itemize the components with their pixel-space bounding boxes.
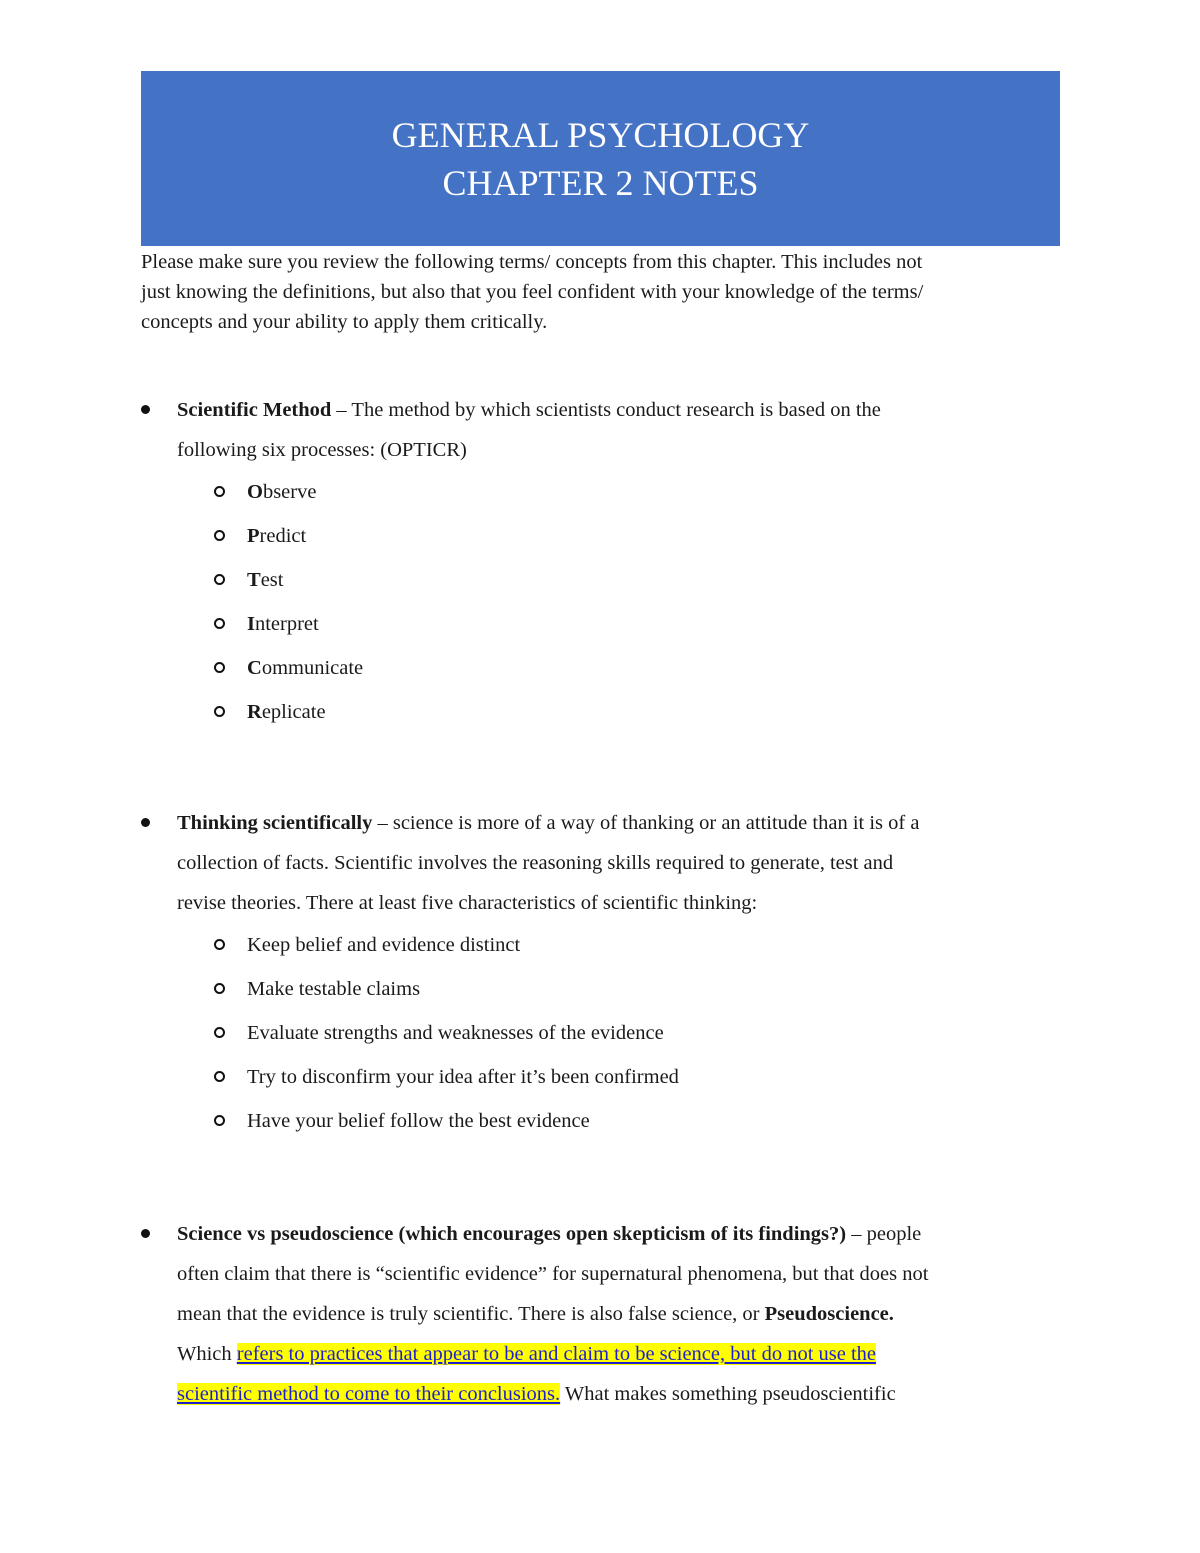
term-description: – science is more of a way of thanking or an attitude than it is of a	[372, 812, 920, 834]
circle-bullet-icon	[214, 1115, 225, 1126]
term-description: revise theories. There at least five characteristics of scientific thinking:	[177, 892, 758, 914]
list-item: Observe	[141, 470, 1061, 514]
circle-bullet-icon	[214, 939, 225, 950]
section-thinking-scientifically	[141, 803, 1061, 1143]
bullet-icon	[141, 818, 150, 827]
list-item: Make testable claims	[141, 967, 1061, 1011]
term-description: mean that the evidence is truly scientific. There is also false science, or	[177, 1303, 765, 1325]
term-label: Science vs pseudoscience (which encourages open skepticism of its findings?)	[177, 1223, 847, 1245]
title-banner	[141, 71, 1060, 246]
circle-bullet-icon	[214, 662, 225, 673]
bullet-item	[141, 803, 1061, 923]
term-description: often claim that there is “scientific evidence” for supernatural phenomena, but that does not	[177, 1263, 929, 1285]
list-item: Test	[141, 558, 1061, 602]
intro-paragraph	[141, 247, 1071, 337]
circle-bullet-icon	[214, 618, 225, 629]
intro-line: Please make sure you review the following terms/ concepts from this chapter. This includes not	[141, 251, 923, 273]
highlighted-definition: scientific method to come to their conclusions.	[177, 1383, 561, 1405]
circle-bullet-icon	[214, 486, 225, 497]
list-item: Keep belief and evidence distinct	[141, 923, 1061, 967]
list-item: Evaluate strengths and weaknesses of the evidence	[141, 1011, 1061, 1055]
bullet-icon	[141, 405, 150, 414]
list-item: Predict	[141, 514, 1061, 558]
list-item: Communicate	[141, 646, 1061, 690]
section-scientific-method	[141, 390, 1061, 734]
term-label: Thinking scientifically	[177, 812, 373, 834]
term-description: Which	[177, 1343, 237, 1365]
term-description: following six processes: (OPTICR)	[177, 439, 467, 461]
bullet-item	[141, 390, 1061, 470]
pseudoscience-term: Pseudoscience.	[764, 1303, 894, 1325]
circle-bullet-icon	[214, 983, 225, 994]
term-description: – people	[846, 1223, 922, 1245]
opticr-list	[141, 470, 1061, 734]
list-item: Have your belief follow the best evidence	[141, 1099, 1061, 1143]
list-item: Replicate	[141, 690, 1061, 734]
term-description: – The method by which scientists conduct research is based on the	[331, 399, 881, 421]
document-title: GENERAL PSYCHOLOGY	[391, 114, 810, 155]
characteristics-list	[141, 923, 1061, 1143]
circle-bullet-icon	[214, 530, 225, 541]
intro-line: just knowing the definitions, but also that you feel confident with your knowledge of the terms/	[141, 281, 924, 303]
term-description: What makes something pseudoscientific	[560, 1383, 896, 1405]
section-science-vs-pseudoscience	[141, 1214, 1061, 1414]
circle-bullet-icon	[214, 574, 225, 585]
highlighted-definition: refers to practices that appear to be and claim to be science, but do not use the	[236, 1343, 877, 1365]
circle-bullet-icon	[214, 1027, 225, 1038]
intro-line: concepts and your ability to apply them critically.	[141, 311, 548, 333]
list-item: Interpret	[141, 602, 1061, 646]
list-item: Try to disconfirm your idea after it’s been confirmed	[141, 1055, 1061, 1099]
term-description: collection of facts. Scientific involves the reasoning skills required to generate, test and	[177, 852, 894, 874]
bullet-icon	[141, 1229, 150, 1238]
term-label: Scientific Method	[177, 399, 332, 421]
circle-bullet-icon	[214, 1071, 225, 1082]
circle-bullet-icon	[214, 706, 225, 717]
bullet-item	[141, 1214, 1061, 1414]
document-subtitle: CHAPTER 2 NOTES	[442, 162, 759, 203]
